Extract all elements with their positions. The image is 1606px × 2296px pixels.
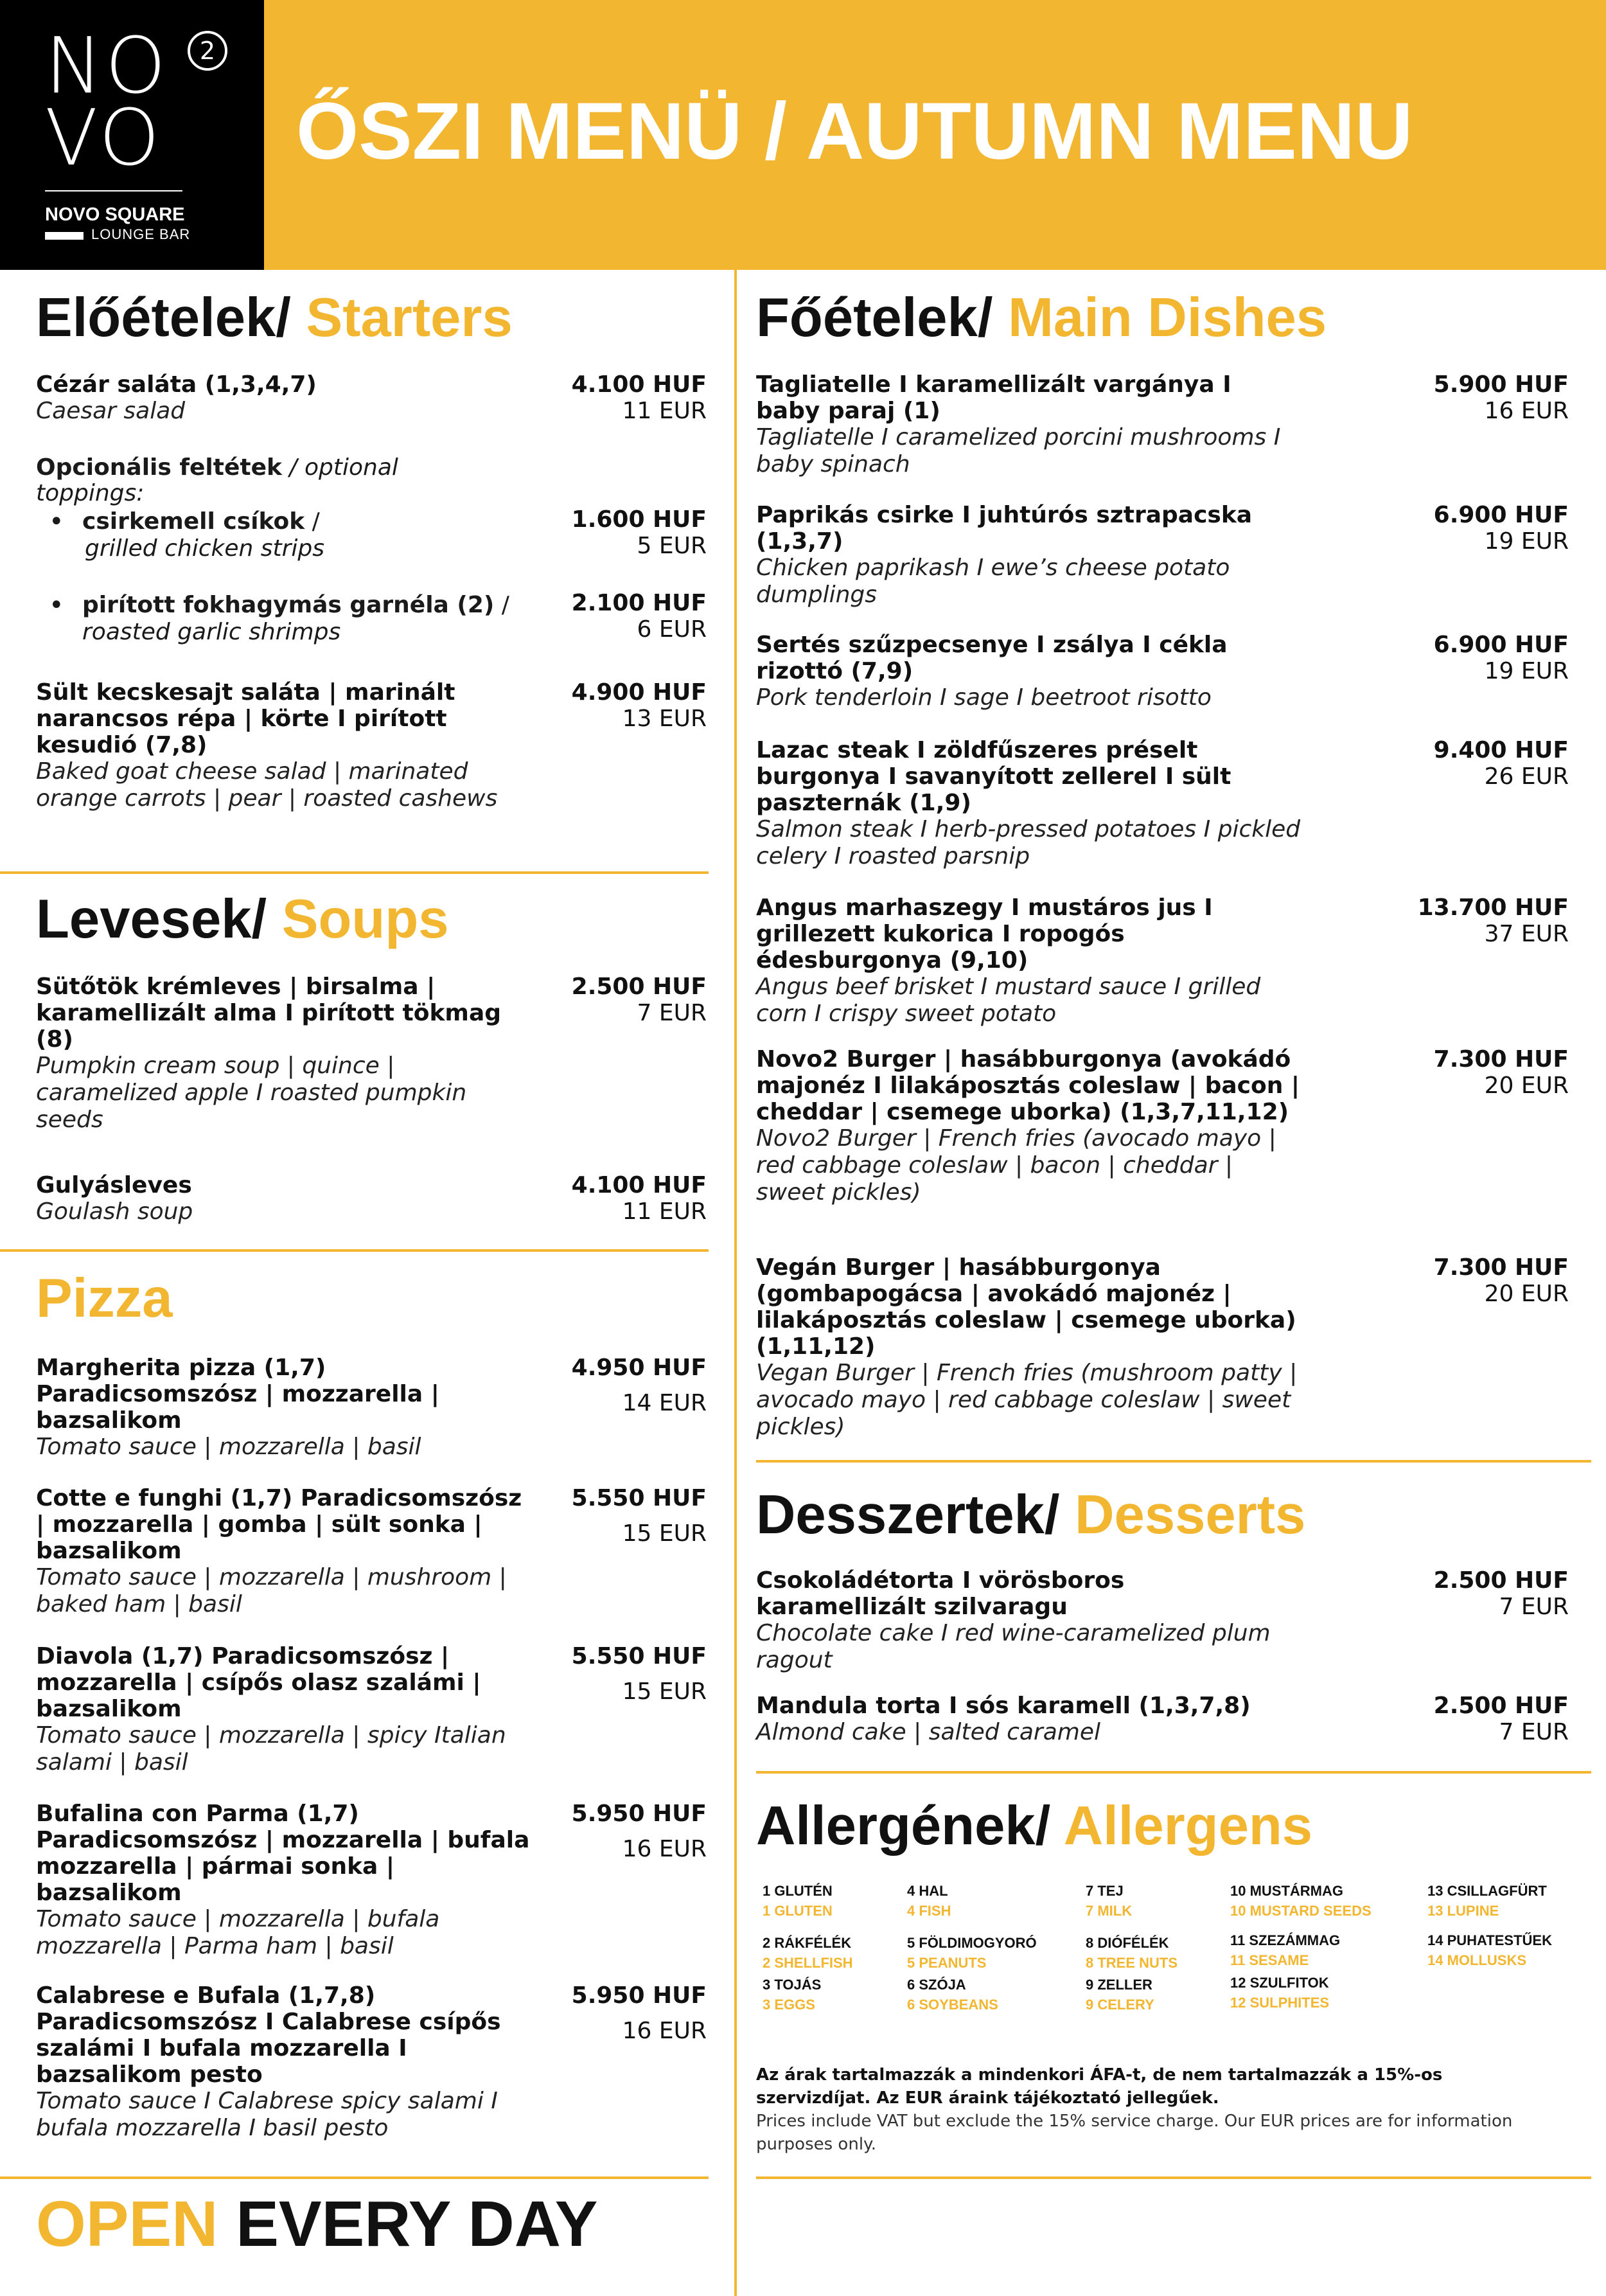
logo-line1: NO: [45, 22, 169, 111]
price-huf: 2.500 HUF: [1433, 1567, 1569, 1594]
price-eur: 7 EUR: [637, 1000, 707, 1026]
allergen-en: 1 GLUTEN: [763, 1903, 833, 1919]
price-almond-cake: [1434, 1693, 1569, 1745]
allergen-en: 3 EGGS: [763, 1997, 815, 2013]
logo: [0, 0, 264, 270]
allergen-7: [1086, 1881, 1132, 1921]
divider: [0, 871, 709, 874]
allergen-en: 8 TREE NUTS: [1086, 1955, 1178, 1971]
price-eur: 11 EUR: [622, 1198, 707, 1225]
price-huf: 5.950 HUF: [571, 1982, 707, 2009]
price-huf: 5.550 HUF: [571, 1643, 707, 1669]
open-word: OPEN: [36, 2188, 218, 2260]
item-desc: Goulash soup: [36, 1198, 193, 1225]
price-eur: 11 EUR: [622, 398, 707, 424]
allergen-6: [907, 1975, 998, 2015]
price-huf: 4.950 HUF: [571, 1355, 707, 1381]
price-huf: 5.950 HUF: [571, 1801, 707, 1827]
item-desc: Pork tenderloin I sage I beetroot risotto: [756, 684, 1212, 711]
topping-name: csirkemell csíkok: [82, 508, 305, 535]
price-huf: 6.900 HUF: [1433, 632, 1569, 658]
menu-item-cotte-e-funghi: [36, 1485, 531, 1618]
allergen-en: 13 LUPINE: [1427, 1903, 1499, 1919]
price-eur: 5 EUR: [637, 533, 707, 559]
item-name: Sütőtök krémleves | birsalma | karamellizált alma I pirított tökmag (8): [36, 974, 502, 1053]
price-huf: 2.500 HUF: [571, 974, 707, 1000]
price-note: [756, 2063, 1527, 2156]
price-eur: 6 EUR: [637, 616, 707, 643]
optional-toppings-label: [36, 455, 479, 506]
allergen-hu: 7 TEJ: [1086, 1883, 1124, 1899]
item-desc: Tomato sauce | mozzarella | spicy Italian salami | basil: [36, 1722, 506, 1775]
divider: [756, 2176, 1591, 2179]
optional-label-hu: Opcionális feltétek: [36, 454, 282, 481]
allergen-4: [907, 1881, 951, 1921]
item-name: Calabrese e Bufala (1,7,8) Paradicsomszósz I Calabrese csípős szalámi I bufala mozzarella I bazsalikom pesto: [36, 1982, 501, 2088]
allergens-title-en: Allergens: [1063, 1795, 1313, 1856]
allergen-3: [763, 1975, 821, 2015]
allergen-2: [763, 1933, 853, 1973]
starters-title-hu: Előételek/: [36, 287, 291, 348]
price-huf: 2.100 HUF: [571, 590, 707, 616]
price-note-hu: Az árak tartalmazzák a mindenkori ÁFA-t, de nem tartalmazzák a 15%-os szervizdíjat. Az EUR áraink tájékoztató jellegűek.: [756, 2065, 1443, 2108]
menu-item-novo2-burger: [756, 1046, 1309, 1206]
price-huf: 5.900 HUF: [1433, 371, 1569, 398]
price-diavola: [572, 1643, 707, 1705]
price-huf: 7.300 HUF: [1433, 1046, 1569, 1072]
bullet-icon: •: [49, 507, 64, 537]
item-desc: Chicken paprikash I ewe’s cheese potato dumplings: [756, 555, 1230, 608]
open-every-day: [36, 2187, 597, 2261]
allergen-en: 7 MILK: [1086, 1903, 1133, 1919]
price-eur: 19 EUR: [1484, 658, 1569, 684]
price-goulash: [572, 1172, 707, 1225]
item-desc: Vegan Burger | French fries (mushroom patty | avocado mayo | red cabbage coleslaw | sweet pickles): [756, 1360, 1298, 1440]
allergen-hu: 8 DIÓFÉLÉK: [1086, 1935, 1169, 1951]
price-eur: 20 EUR: [1484, 1281, 1569, 1307]
header-banner: [264, 0, 1606, 270]
price-cotte-e-funghi: [572, 1485, 707, 1547]
item-name: Bufalina con Parma (1,7) Paradicsomszósz | mozzarella | bufala mozzarella | pármai sonka | bazsalikom: [36, 1801, 530, 1906]
allergen-8: [1086, 1933, 1178, 1973]
topping-desc: grilled chicken strips: [85, 535, 325, 562]
price-angus: [1418, 894, 1569, 947]
item-name: Cézár saláta (1,3,4,7): [36, 371, 317, 398]
logo-line2: VO: [45, 94, 163, 183]
item-name: Diavola (1,7) Paradicsomszósz | mozzarella | csípős olasz szalámi | bazsalikom: [36, 1643, 481, 1722]
allergens-title: [756, 1794, 1312, 1858]
desserts-title-en: Desserts: [1075, 1484, 1306, 1545]
item-name: Paprikás csirke I juhtúrós sztrapacska (1,3,7): [756, 502, 1253, 555]
menu-item-vegan-burger: [756, 1254, 1309, 1441]
price-huf: 4.100 HUF: [571, 371, 707, 398]
item-desc: Angus beef brisket I mustard sauce I grilled corn I crispy sweet potato: [756, 974, 1261, 1027]
price-tagliatelle: [1434, 371, 1569, 424]
menu-item-salmon: [756, 737, 1309, 870]
allergen-en: 10 MUSTARD SEEDS: [1230, 1903, 1372, 1919]
menu-item-goat-cheese: [36, 679, 524, 812]
starters-title-en: Starters: [306, 287, 513, 348]
price-goat-cheese: [572, 679, 707, 732]
price-huf: 4.900 HUF: [571, 679, 707, 706]
item-name: Lazac steak I zöldfűszeres préselt burgonya I savanyított zellerel I sült paszternák (1,9): [756, 737, 1231, 816]
price-eur: 15 EUR: [622, 1520, 707, 1547]
allergen-hu: 14 PUHATESTŰEK: [1427, 1932, 1552, 1948]
price-eur: 15 EUR: [622, 1678, 707, 1705]
price-pumpkin-soup: [572, 974, 707, 1026]
logo-wordmark: [45, 22, 169, 183]
price-huf: 2.500 HUF: [1433, 1693, 1569, 1719]
allergen-en: 4 FISH: [907, 1903, 951, 1919]
allergen-en: 12 SULPHITES: [1230, 1995, 1330, 2011]
price-salmon: [1434, 737, 1569, 790]
item-name: Gulyásleves: [36, 1172, 192, 1198]
allergen-hu: 9 ZELLER: [1086, 1977, 1152, 1993]
price-huf: 1.600 HUF: [571, 506, 707, 533]
mains-title: [756, 286, 1327, 350]
price-chicken: [572, 506, 707, 559]
allergen-hu: 1 GLUTÉN: [763, 1883, 833, 1899]
item-name: Tagliatelle I karamellizált vargánya I baby paraj (1): [756, 371, 1231, 424]
price-huf: 5.550 HUF: [571, 1485, 707, 1511]
price-vegan-burger: [1434, 1254, 1569, 1307]
price-shrimp: [572, 590, 707, 643]
item-desc: Tomato sauce | mozzarella | basil: [36, 1434, 421, 1460]
allergen-5: [907, 1933, 1037, 1973]
every-day-words: EVERY DAY: [236, 2188, 598, 2260]
menu-item-chocolate-cake: [756, 1567, 1296, 1674]
menu-item-paprikas: [756, 502, 1296, 609]
allergen-en: 2 SHELLFISH: [763, 1955, 853, 1971]
allergen-hu: 3 TOJÁS: [763, 1977, 822, 1993]
menu-item-tagliatelle: [756, 371, 1283, 478]
allergen-14: [1427, 1930, 1552, 1970]
item-name: Csokoládétorta I vörösboros karamellizált szilvaragu: [756, 1567, 1125, 1620]
divider: [0, 1249, 709, 1252]
allergen-1: [763, 1881, 833, 1921]
allergen-13: [1427, 1881, 1547, 1921]
allergen-en: 5 PEANUTS: [907, 1955, 987, 1971]
menu-item-pumpkin-soup: [36, 974, 531, 1134]
item-desc: Pumpkin cream soup | quince | caramelized apple I roasted pumpkin seeds: [36, 1053, 467, 1133]
item-name: Mandula torta I sós karamell (1,3,7,8): [756, 1693, 1251, 1719]
item-desc: Baked goat cheese salad | marinated orange carrots | pear | roasted cashews: [36, 758, 498, 812]
price-eur: 7 EUR: [1499, 1719, 1569, 1745]
allergen-9: [1086, 1975, 1154, 2015]
allergen-10: [1230, 1881, 1372, 1921]
allergens-title-hu: Allergének/: [756, 1795, 1051, 1856]
mains-title-en: Main Dishes: [1008, 287, 1327, 348]
price-huf: 9.400 HUF: [1433, 737, 1569, 763]
desserts-title-hu: Desszertek/: [756, 1484, 1060, 1545]
separator: /: [312, 508, 320, 535]
menu-item-goulash: [36, 1172, 531, 1225]
item-name: Sült kecskesajt saláta | marinált narancsos répa | körte I pirított kesudió (7,8): [36, 679, 455, 758]
price-eur: 7 EUR: [1499, 1594, 1569, 1620]
price-eur: 14 EUR: [622, 1390, 707, 1416]
item-desc: Salmon steak I herb-pressed potatoes I pickled celery I roasted parsnip: [756, 816, 1301, 869]
allergen-hu: 10 MUSTÁRMAG: [1230, 1883, 1344, 1899]
topping-desc: roasted garlic shrimps: [82, 619, 341, 645]
price-bufalina: [572, 1801, 707, 1862]
separator: /: [501, 592, 509, 618]
menu-item-pork: [756, 632, 1283, 711]
allergen-en: 9 CELERY: [1086, 1997, 1154, 2013]
soups-title-en: Soups: [281, 889, 449, 950]
item-desc: Novo2 Burger | French fries (avocado mayo | red cabbage coleslaw | bacon | cheddar | sweet pickles): [756, 1125, 1276, 1206]
allergen-12: [1230, 1973, 1329, 2013]
allergen-hu: 2 RÁKFÉLÉK: [763, 1935, 852, 1951]
logo-divider: [45, 190, 182, 191]
starters-title: [36, 286, 513, 350]
item-desc: Tagliatelle I caramelized porcini mushrooms I baby spinach: [756, 424, 1281, 477]
desserts-title: [756, 1483, 1305, 1547]
item-desc: Caesar salad: [36, 398, 186, 424]
item-desc: Tomato sauce | mozzarella | mushroom | baked ham | basil: [36, 1564, 507, 1617]
divider: [756, 1460, 1591, 1463]
allergen-hu: 4 HAL: [907, 1883, 948, 1899]
price-caesar: [572, 371, 707, 424]
price-note-en: Prices include VAT but exclude the 15% service charge. Our EUR prices are for information purposes only.: [756, 2112, 1513, 2154]
price-novo2-burger: [1434, 1046, 1569, 1099]
item-desc: Tomato sauce | mozzarella | bufala mozzarella | Parma ham | basil: [36, 1906, 440, 1959]
topping-name: pirított fokhagymás garnéla (2): [82, 592, 495, 618]
item-desc: Tomato sauce I Calabrese spicy salami I bufala mozzarella I basil pesto: [36, 2088, 498, 2141]
price-eur: 16 EUR: [622, 2018, 707, 2044]
allergen-hu: 6 SZÓJA: [907, 1977, 966, 1993]
price-margherita: [572, 1355, 707, 1416]
menu-item-caesar: [36, 371, 550, 425]
item-desc: Chocolate cake I red wine-caramelized plum ragout: [756, 1620, 1271, 1673]
mains-title-hu: Főételek/: [756, 287, 993, 348]
pizza-title: [36, 1267, 173, 1331]
logo-sub: LOUNGE BAR: [91, 226, 191, 242]
allergen-hu: 5 FÖLDIMOGYORÓ: [907, 1935, 1037, 1951]
logo-badge: 2: [188, 31, 227, 71]
menu-item-margherita: [36, 1355, 531, 1461]
menu-item-almond-cake: [756, 1693, 1309, 1746]
price-huf: 4.100 HUF: [571, 1172, 707, 1198]
optional-label-en: / optional toppings:: [36, 454, 398, 506]
price-eur: 16 EUR: [622, 1836, 707, 1862]
menu-item-calabrese: [36, 1982, 543, 2142]
price-paprikas: [1434, 502, 1569, 555]
soups-title: [36, 887, 449, 952]
item-desc: Almond cake | salted caramel: [756, 1719, 1101, 1745]
logo-name: NOVO SQUARE: [45, 204, 185, 225]
item-name: Vegán Burger | hasábburgonya (gombapogácsa | avokádó majonéz | lilakáposztás coleslaw | csemege uborka) (1,11,12): [756, 1254, 1296, 1360]
price-pork: [1434, 632, 1569, 684]
price-eur: 19 EUR: [1484, 528, 1569, 555]
menu-item-angus: [756, 894, 1309, 1028]
menu-item-bufalina: [36, 1801, 543, 1960]
price-huf: 7.300 HUF: [1433, 1254, 1569, 1281]
column-divider: [734, 270, 737, 2296]
price-calabrese: [572, 1982, 707, 2044]
divider: [0, 2176, 709, 2179]
price-eur: 16 EUR: [1484, 398, 1569, 424]
pizza-title-text: Pizza: [36, 1268, 173, 1329]
price-eur: 37 EUR: [1484, 921, 1569, 947]
price-huf: 6.900 HUF: [1433, 502, 1569, 528]
allergen-hu: 12 SZULFITOK: [1230, 1975, 1329, 1991]
divider: [756, 1771, 1591, 1774]
price-eur: 26 EUR: [1484, 763, 1569, 790]
item-name: Cotte e funghi (1,7) Paradicsomszósz | mozzarella | gomba | sült sonka | bazsalikom: [36, 1485, 522, 1564]
allergen-hu: 13 CSILLAGFÜRT: [1427, 1883, 1547, 1899]
topping-chicken: [49, 508, 537, 562]
item-name: Margherita pizza (1,7) Paradicsomszósz | mozzarella | bazsalikom: [36, 1355, 439, 1434]
soups-title-hu: Levesek/: [36, 889, 267, 950]
menu-item-diavola: [36, 1643, 531, 1776]
allergen-hu: 11 SZEZÁMMAG: [1230, 1932, 1341, 1948]
price-chocolate-cake: [1434, 1567, 1569, 1620]
price-huf: 13.700 HUF: [1417, 894, 1569, 921]
allergen-en: 11 SESAME: [1230, 1952, 1309, 1968]
topping-shrimp: [49, 592, 576, 646]
item-name: Angus marhaszegy I mustáros jus I grillezett kukorica I ropogós édesburgonya (9,10): [756, 894, 1213, 974]
item-name: Novo2 Burger | hasábburgonya (avokádó majonéz I lilakáposztás coleslaw | bacon | cheddar | csemege uborka) (1,3,7,11,12): [756, 1046, 1300, 1125]
page-title: ŐSZI MENÜ / AUTUMN MENU: [296, 87, 1413, 176]
logo-bar: [45, 232, 84, 240]
allergen-en: 6 SOYBEANS: [907, 1997, 998, 2013]
price-eur: 20 EUR: [1484, 1072, 1569, 1099]
bullet-icon: •: [49, 591, 64, 620]
allergen-11: [1230, 1930, 1340, 1970]
price-eur: 13 EUR: [622, 706, 707, 732]
allergen-en: 14 MOLLUSKS: [1427, 1952, 1527, 1968]
item-name: Sertés szűzpecsenye I zsálya I cékla rizottó (7,9): [756, 632, 1228, 684]
